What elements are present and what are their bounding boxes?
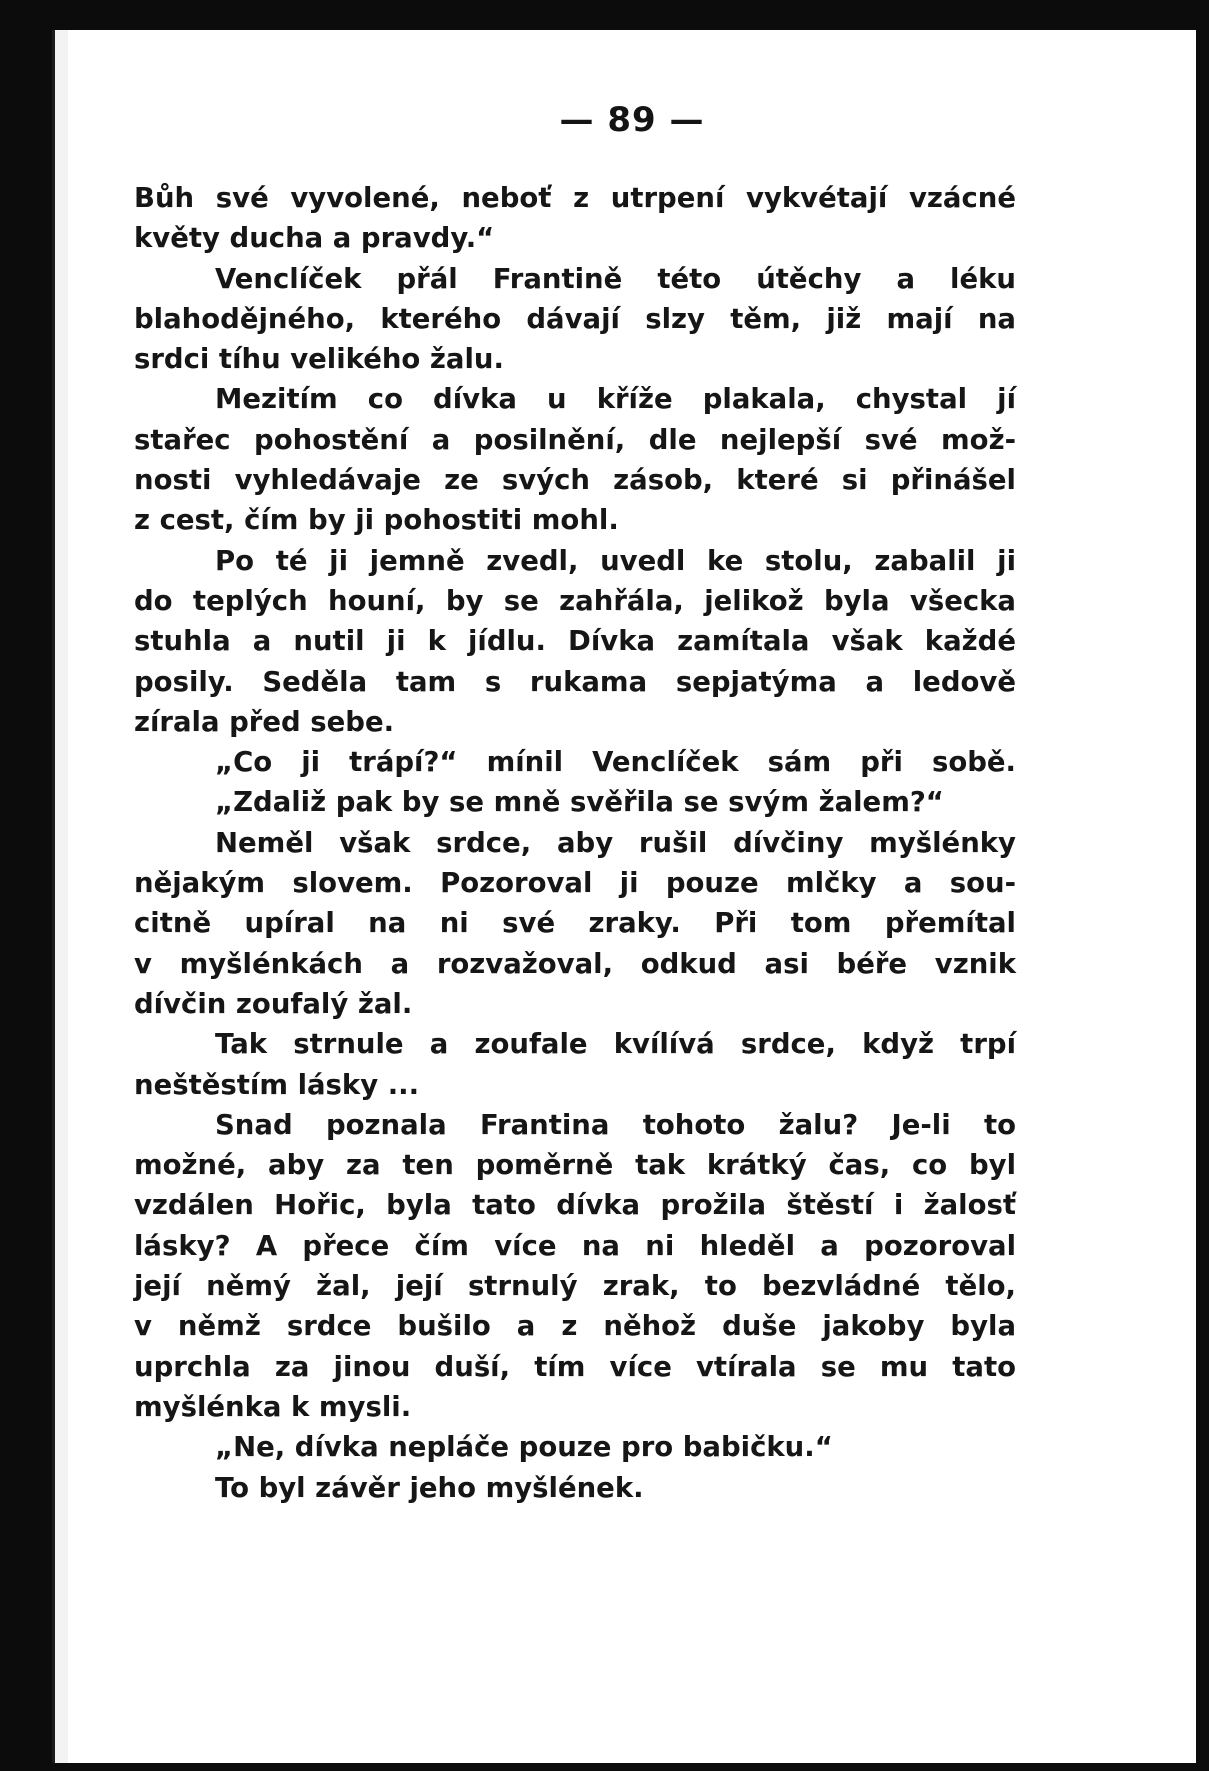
text-line: v němž srdce bušilo a z něhož duše jakoby byla	[134, 1310, 1016, 1343]
text-line: neštěstím lásky ...	[134, 1068, 420, 1101]
text-line: stařec pohostění a posilnění, dle nejlepší své mož-	[134, 423, 1016, 456]
text-line: do teplých houní, by se zahřála, jelikož byla všecka	[134, 584, 1016, 617]
text-line: Venclíček přál Frantině této útěchy a léku	[215, 262, 1016, 295]
text-line: její němý žal, její strnulý zrak, to bezvládné tělo,	[134, 1270, 1016, 1303]
text-line: Po té ji jemně zvedl, uvedl ke stolu, zabalil ji	[215, 544, 1016, 577]
text-line: nosti vyhledávaje ze svých zásob, které si přinášel	[134, 464, 1016, 497]
text-line: z cest, čím by ji pohostiti mohl.	[134, 504, 619, 537]
text-line: květy ducha a pravdy.“	[134, 222, 495, 255]
text-line: Mezitím co dívka u kříže plakala, chystal jí	[215, 383, 1016, 416]
text-line: lásky? A přece čím více na ni hleděl a pozoroval	[134, 1229, 1016, 1262]
text-line: Bůh své vyvolené, neboť z utrpení vykvétají vzácné	[134, 182, 1016, 214]
scan-border-top	[52, 0, 1209, 30]
text-line: Tak strnule a zoufale kvílívá srdce, když trpí	[215, 1028, 1016, 1061]
text-line: citně upíral na ni své zraky. Při tom přemítal	[134, 907, 1016, 940]
text-line: „Zdaliž pak by se mně svěřila se svým žalem?“	[215, 786, 944, 819]
text-line: blahodějného, kterého dávají slzy těm, již mají na	[134, 302, 1016, 335]
body-text	[134, 178, 1016, 1508]
scan-border-left	[0, 0, 52, 1771]
text-line: srdci tíhu velikého žalu.	[134, 343, 504, 376]
text-line: dívčin zoufalý žal.	[134, 987, 413, 1020]
text-line: v myšlénkách a rozvažoval, odkud asi béře vznik	[134, 947, 1016, 980]
scan-border-right	[1196, 0, 1209, 1771]
page-number: — 89 —	[559, 100, 705, 140]
text-line: Snad poznala Frantina tohoto žalu? Je-li to	[215, 1108, 1016, 1141]
text-line: možné, aby za ten poměrně tak krátký čas, co byl	[134, 1149, 1016, 1182]
book-page	[68, 30, 1196, 1763]
text-line: vzdálen Hořic, byla tato dívka prožila štěstí i žalosť	[134, 1189, 1016, 1222]
text-line: stuhla a nutil ji k jídlu. Dívka zamítala však každé	[134, 625, 1016, 658]
text-line: „Ne, dívka nepláče pouze pro babičku.“	[215, 1431, 833, 1464]
text-line: „Co ji trápí?“ mínil Venclíček sám při sobě.	[215, 746, 1016, 779]
text-line: zírala před sebe.	[134, 705, 395, 738]
scan-border-bottom	[52, 1763, 1209, 1771]
text-line: uprchla za jinou duší, tím více vtírala se mu tato	[134, 1350, 1016, 1383]
text-line: Neměl však srdce, aby rušil dívčiny myšlénky	[215, 826, 1016, 859]
text-line: myšlénka k mysli.	[134, 1390, 412, 1423]
text-line: posily. Seděla tam s rukama sepjatýma a ledově	[134, 665, 1016, 698]
text-line: nějakým slovem. Pozoroval ji pouze mlčky a sou-	[134, 867, 1016, 900]
text-line: To byl závěr jeho myšlének.	[215, 1471, 644, 1504]
book-gutter	[52, 0, 68, 1771]
